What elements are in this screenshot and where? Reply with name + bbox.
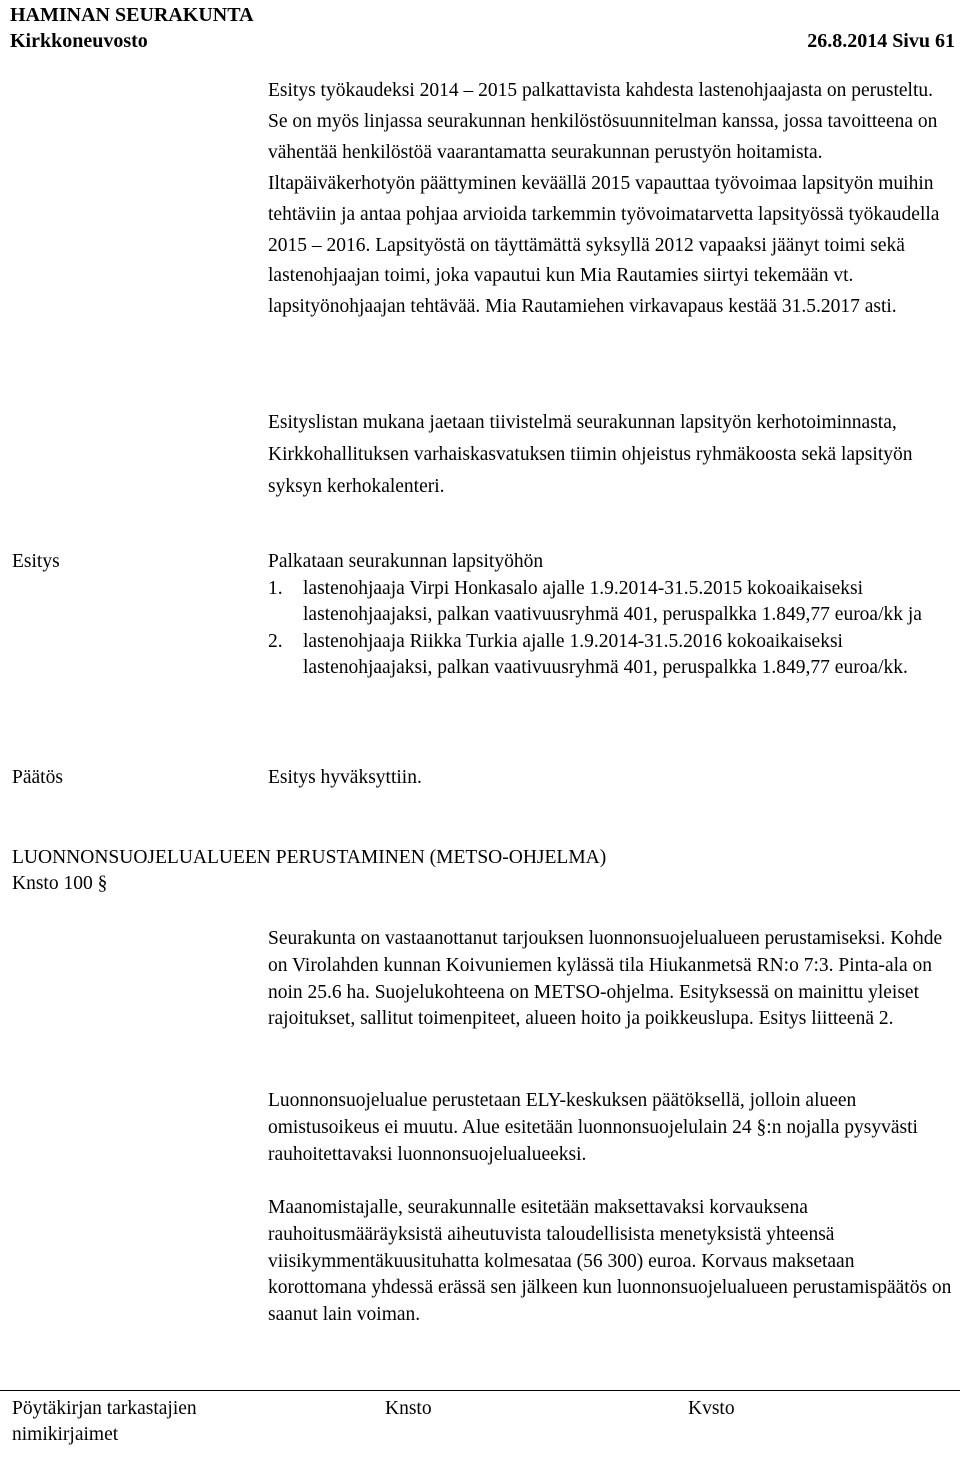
intro-paragraph-2: Esityslistan mukana jaetaan tiivistelmä seurakunnan lapsityön kerhotoiminnasta, Kirkkohallituksen varhaiskasvatuksen tiimin ohjeistus ryhmäkoosta sekä lapsityön syksyn kerhokalenteri. bbox=[268, 412, 913, 497]
list-item-text: lastenohjaaja Virpi Honkasalo ajalle 1.9.2014-31.5.2015 kokoaikaiseksi lastenohjaajaksi, palkan vaativuusryhmä 401, peruspalkka 1.849,77 euroa/kk ja bbox=[303, 577, 922, 625]
list-item bbox=[268, 576, 956, 629]
section-paragraph-3: Maanomistajalle, seurakunnalle esitetään maksettavaksi korvauksena rauhoitusmääräyksistä aiheutuvista taloudellisista menetyksistä yhteensä viisikymmentäkuusituhatta kolmesataa (56 300) euroa. Korvaus maksetaan korottomana yhdessä erässä sen jälkeen kun luonnonsuojelualueen perustamispäätös on saanut lain voiman. bbox=[268, 1197, 952, 1326]
section-paragraph-3-block bbox=[268, 1195, 956, 1329]
list-item bbox=[268, 629, 956, 682]
footer-label-line2: nimikirjaimet bbox=[12, 1424, 119, 1445]
section-title: LUONNONSUOJELUALUEEN PERUSTAMINEN (METSO-OHJELMA) bbox=[12, 847, 607, 868]
section-reference: Knsto 100 § bbox=[12, 873, 108, 894]
header-subrow bbox=[10, 28, 955, 54]
footer-signers bbox=[12, 1396, 197, 1448]
body-name: Kirkkoneuvosto bbox=[10, 30, 148, 52]
intro-paragraph-1: Esitys työkaudeksi 2014 – 2015 palkattavista kahdesta lastenohjaajasta on perusteltu. Se on myös linjassa seurakunnan henkilöstösuunnitelman kanssa, jossa tavoitteena on vähentää henkilöstöä vaarantamatta seurakunnan perustyön hoitamista. Iltapäiväkerhotyön päättyminen keväällä 2015 vapauttaa työvoimaa lapsityön muihin tehtäviin ja antaa pohjaa arvioida tarkemmin työvoimatarvetta lapsityössä työkaudella 2015 – 2016. Lapsityöstä on täyttämättä syksyllä 2012 vapaaksi jäänyt toimi sekä lastenohjaajan toimi, joka vapautui kun Mia Rautamies siirtyi tekemään vt. lapsityönohjaajan tehtävää. Mia Rautamiehen virkavapaus kestää 31.5.2017 asti. bbox=[268, 80, 940, 318]
page-header bbox=[10, 2, 955, 54]
section-paragraph-2-block bbox=[268, 1088, 956, 1168]
organization-name: HAMINAN SEURAKUNTA bbox=[10, 4, 254, 26]
footer-kvsto: Kvsto bbox=[688, 1398, 735, 1419]
footer-label-line1: Pöytäkirjan tarkastajien bbox=[12, 1398, 197, 1419]
proposal-list bbox=[268, 576, 956, 682]
intro-paragraph-1-block bbox=[268, 76, 956, 323]
proposal-lead: Palkataan seurakunnan lapsityöhön bbox=[268, 551, 544, 572]
list-item-number: 2. bbox=[268, 630, 283, 652]
list-item-number: 1. bbox=[268, 577, 283, 599]
list-item-text: lastenohjaaja Riikka Turkia ajalle 1.9.2014-31.5.2016 kokoaikaiseksi lastenohjaajaksi, palkan vaativuusryhmä 401, peruspalkka 1.849,77 euroa/kk. bbox=[303, 630, 908, 678]
section-heading bbox=[12, 845, 606, 897]
section-paragraph-1: Seurakunta on vastaanottanut tarjouksen luonnonsuojelualueen perustamiseksi. Kohde on Virolahden kunnan Koivuniemen kylässä tila Hiukanmetsä RN:o 7:3. Pinta-ala on noin 25.6 ha. Suojelukohteena on METSO-ohjelma. Esityksessä on mainittu yleiset rajoitukset, sallitut toimenpiteet, alueen hoito ja poikkeuslupa. Esitys liitteenä 2. bbox=[268, 928, 943, 1030]
decision-text: Esitys hyväksyttiin. bbox=[268, 767, 422, 788]
decision-label: Päätös bbox=[12, 767, 63, 788]
date-and-page: 26.8.2014 Sivu 61 bbox=[807, 30, 955, 52]
intro-paragraph-2-block bbox=[268, 407, 956, 502]
section-paragraph-2: Luonnonsuojelualue perustetaan ELY-keskuksen päätöksellä, jolloin alueen omistusoikeus ei muutu. Alue esitetään luonnonsuojelulain 24 §:n nojalla pysyvästi rauhoitettavaksi luonnonsuojelualueeksi. bbox=[268, 1090, 918, 1165]
footer-knsto: Knsto bbox=[385, 1398, 432, 1419]
footer-divider bbox=[0, 1390, 960, 1391]
proposal-block bbox=[268, 549, 956, 682]
proposal-label: Esitys bbox=[12, 551, 60, 572]
section-paragraph-1-block bbox=[268, 926, 956, 1033]
